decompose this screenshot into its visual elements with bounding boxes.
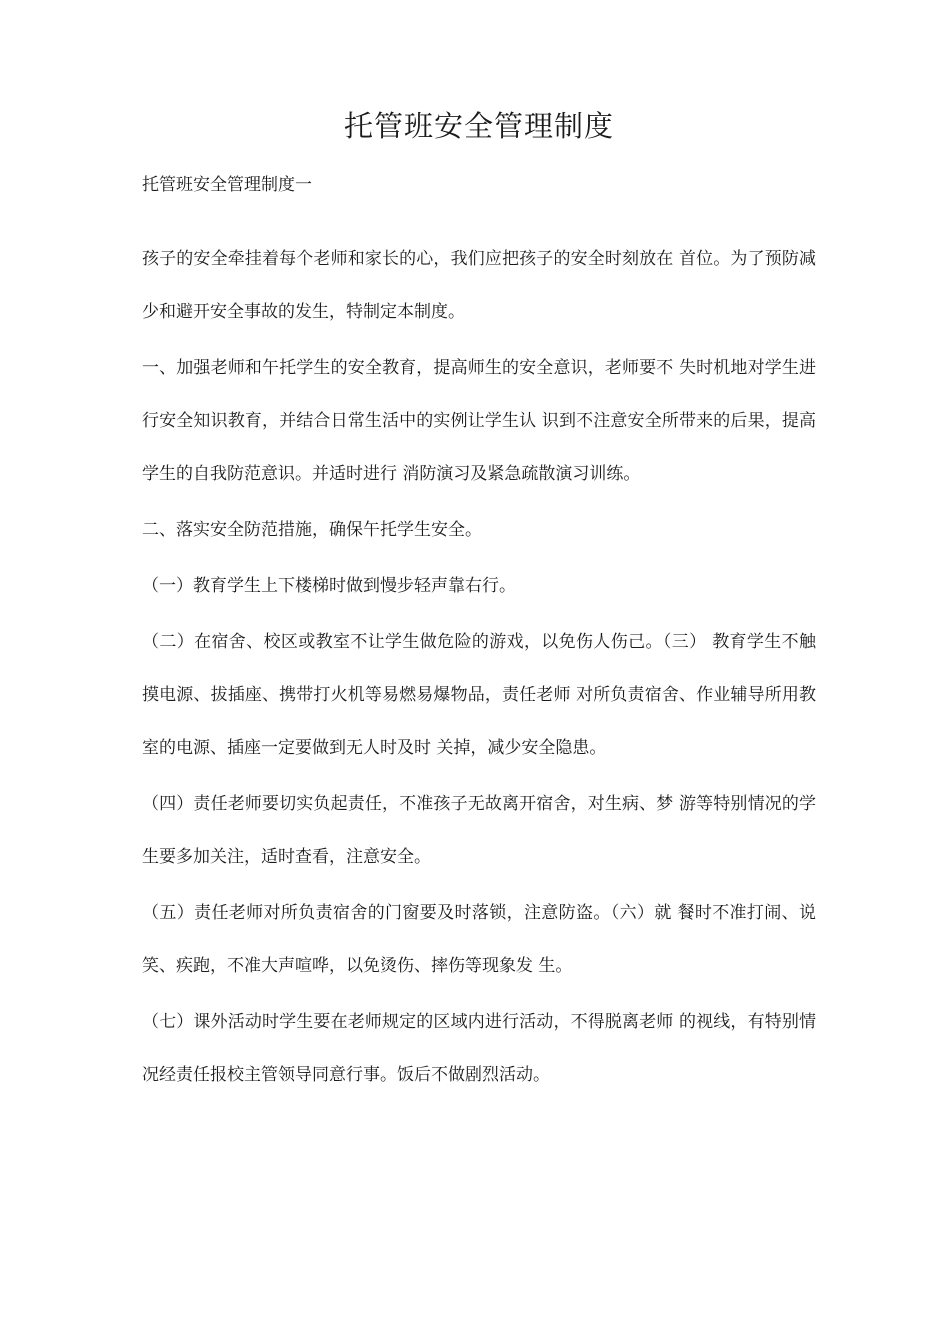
paragraph-item-5-6: （五）责任老师对所负责宿舍的门窗要及时落锁，注意防盗。（六）就 餐时不准打闹、说笑、疾跑，不准大声喧哗，以免烫伤、摔伤等现象发 生。 — [142, 903, 816, 976]
paragraph-section-1: 一、加强老师和午托学生的安全教育，提高师生的安全意识，老师要不 失时机地对学生进行安全知识教育，并结合日常生活中的实例让学生认 识到不注意安全所带来的后果，提高学生的自我防范意识。并适时进行 消防演习及紧急疏散演习训练。 — [142, 358, 816, 484]
paragraph-item-7: （七）课外活动时学生要在老师规定的区域内进行活动，不得脱离老师 的视线，有特别情况经责任报校主管领导同意行事。饭后不做剧烈活动。 — [142, 1012, 816, 1085]
document-subtitle: 托管班安全管理制度一 — [142, 175, 312, 195]
paragraph-item-4: （四）责任老师要切实负起责任，不准孩子无故离开宿舍，对生病、梦 游等特别情况的学生要多加关注，适时查看，注意安全。 — [142, 794, 816, 867]
paragraph-section-2: 二、落实安全防范措施，确保午托学生安全。 — [142, 520, 482, 540]
paragraph-item-2-3: （二）在宿舍、校区或教室不让学生做危险的游戏，以免伤人伤己。（三） 教育学生不触摸电源、拔插座、携带打火机等易燃易爆物品，责任老师 对所负责宿舍、作业辅导所用教室的电源、插座一定要做到无人时及时 关掉，减少安全隐患。 — [142, 632, 816, 758]
paragraph-intro: 孩子的安全牵挂着每个老师和家长的心，我们应把孩子的安全时刻放在 首位。为了预防减少和避开安全事故的发生，特制定本制度。 — [142, 249, 816, 322]
document-title: 托管班安全管理制度 — [343, 109, 614, 143]
paragraph-item-1: （一）教育学生上下楼梯时做到慢步轻声靠右行。 — [142, 576, 516, 596]
